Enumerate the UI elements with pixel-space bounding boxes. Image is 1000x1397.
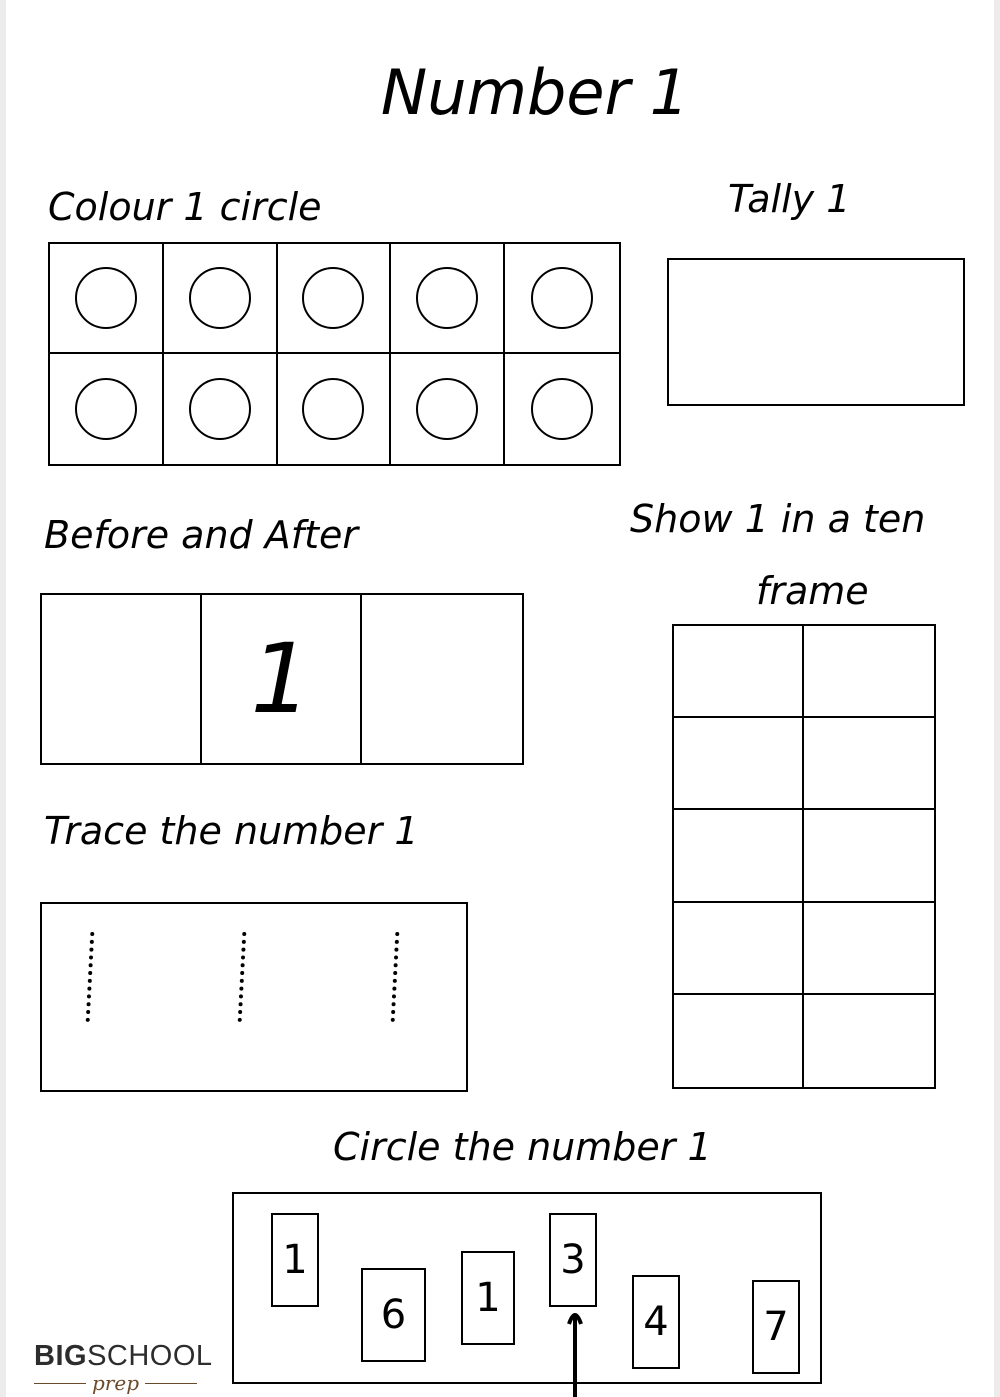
page-edge-left [0, 0, 6, 1397]
number-card[interactable]: 3 [549, 1213, 597, 1307]
before-after-boxes [40, 593, 524, 765]
trace-label: Trace the number 1 [44, 809, 419, 853]
circle[interactable] [302, 378, 364, 440]
circle-number-box [232, 1192, 822, 1384]
circle-cell[interactable] [278, 244, 392, 354]
circle[interactable] [416, 378, 478, 440]
ten-frame-cell[interactable] [674, 626, 804, 718]
number-card[interactable]: 4 [632, 1275, 680, 1369]
after-box[interactable] [362, 595, 522, 763]
circle-cell[interactable] [391, 354, 505, 464]
ten-frame [672, 624, 936, 1089]
ten-frame-cell[interactable] [804, 810, 934, 902]
page-title: Number 1 [380, 56, 690, 129]
ten-frame-label-line1: Show 1 in a ten [630, 497, 926, 541]
circle-number-label: Circle the number 1 [333, 1125, 712, 1169]
number-card[interactable]: 6 [361, 1268, 426, 1362]
circle-cell[interactable] [164, 244, 278, 354]
circle-cell[interactable] [278, 354, 392, 464]
circle[interactable] [189, 378, 251, 440]
number-card[interactable]: 1 [271, 1213, 319, 1307]
ten-frame-label-line2: frame [756, 569, 869, 613]
circle[interactable] [531, 267, 593, 329]
ten-frame-cell[interactable] [674, 995, 804, 1087]
before-after-label: Before and After [44, 513, 359, 557]
ten-frame-cell[interactable] [674, 810, 804, 902]
circle[interactable] [75, 378, 137, 440]
middle-number: 1 [250, 623, 312, 735]
ten-frame-cell[interactable] [804, 995, 934, 1087]
circle-cell[interactable] [50, 244, 164, 354]
number-card[interactable]: 1 [461, 1251, 515, 1345]
ten-frame-cell[interactable] [804, 626, 934, 718]
ten-frame-cell[interactable] [674, 903, 804, 995]
ten-frame-cell[interactable] [674, 718, 804, 810]
circle-cell[interactable] [505, 354, 619, 464]
colour-label: Colour 1 circle [48, 185, 322, 229]
trace-box[interactable] [40, 902, 468, 1092]
circle[interactable] [531, 378, 593, 440]
ten-circle-grid [48, 242, 621, 466]
bigschool-prep-logo: BIGSCHOOL prep [34, 1340, 213, 1395]
before-box[interactable] [42, 595, 202, 763]
circle[interactable] [75, 267, 137, 329]
circle[interactable] [416, 267, 478, 329]
circle-cell[interactable] [391, 244, 505, 354]
number-card[interactable]: 7 [752, 1280, 800, 1374]
circle-cell[interactable] [164, 354, 278, 464]
page-edge-right [994, 0, 1000, 1397]
tally-box[interactable] [667, 258, 965, 406]
ten-frame-cell[interactable] [804, 903, 934, 995]
ten-frame-cell[interactable] [804, 718, 934, 810]
pencil-mark [565, 1306, 585, 1397]
circle[interactable] [302, 267, 364, 329]
circle-cell[interactable] [50, 354, 164, 464]
middle-number-box [202, 595, 362, 763]
circle-cell[interactable] [505, 244, 619, 354]
circle[interactable] [189, 267, 251, 329]
tally-label: Tally 1 [728, 177, 851, 221]
